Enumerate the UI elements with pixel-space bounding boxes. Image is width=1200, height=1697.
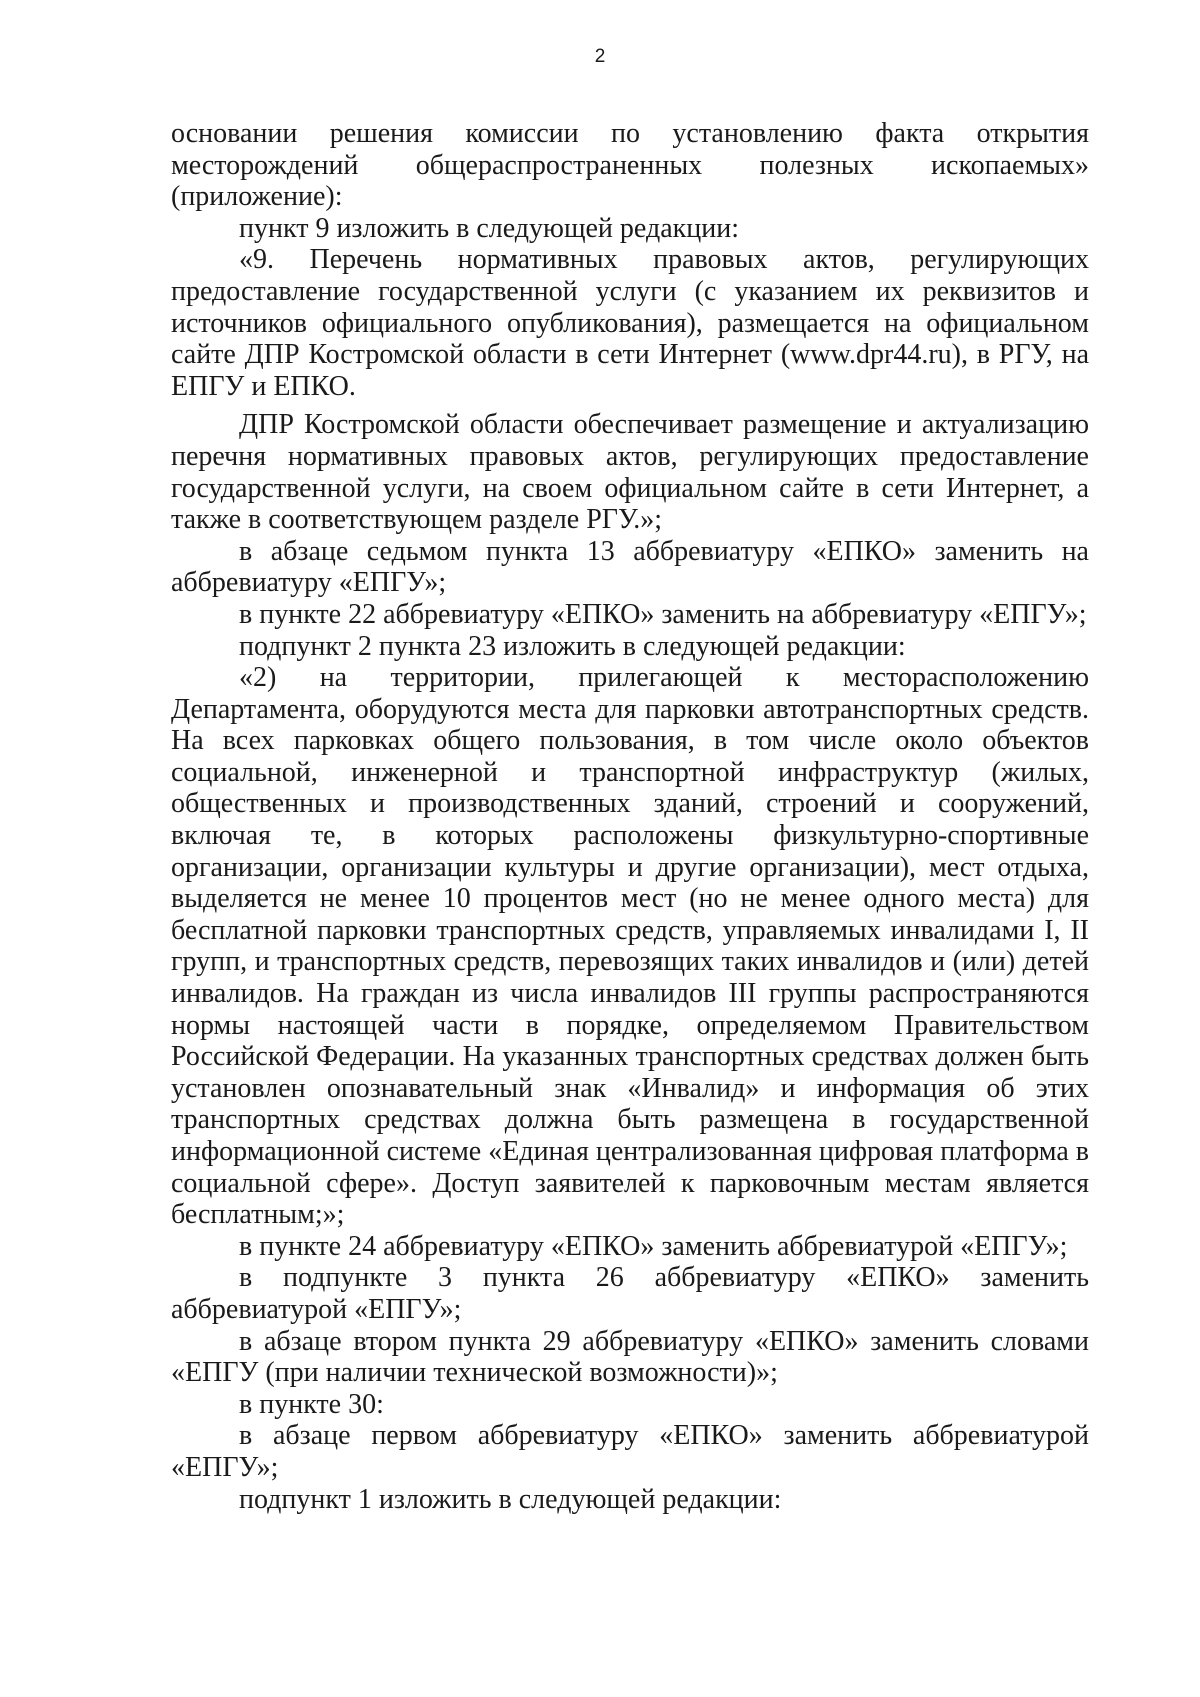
page-number: 2 xyxy=(594,46,606,67)
paragraph-item-24-change: в пункте 24 аббревиатуру «ЕПКО» заменить аббревиатурой «ЕПГУ»; xyxy=(239,1230,1068,1262)
document-body xyxy=(171,118,1089,1515)
paragraph-item-30-sub1: подпункт 1 изложить в следующей редакции: xyxy=(239,1483,782,1515)
paragraph-item-9-intro: пункт 9 изложить в следующей редакции: xyxy=(239,212,739,244)
paragraph-item-9-text: «9. Перечень нормативных правовых актов, регулирующих предоставление государственной услуги (с указанием их реквизитов и источников официального опубликования), размещается на официальном сайте ДПР Костромской области в сети Интернет (www.dpr44.ru), в РГУ, на ЕПГУ и ЕПКО. xyxy=(171,244,1089,402)
paragraph-item-29-change: в абзаце втором пункта 29 аббревиатуру «ЕПКО» заменить словами «ЕПГУ (при наличии технической возможности)»; xyxy=(171,1325,1089,1389)
paragraph-dpr-obligation: ДПР Костромской области обеспечивает размещение и актуализацию перечня нормативных правовых актов, регулирующих предоставление государственной услуги, на своем официальном сайте в сети Интернет, а также в соответствующем разделе РГУ.»; xyxy=(171,409,1089,536)
paragraph-item-23-text: «2) на территории, прилегающей к месторасположению Департамента, оборудуются места для парковки автотранспортных средств. На всех парковках общего пользования, в том числе около объектов социальной, инженерной и транспортной инфраструктур (жилых, общественных и производственных зданий, строений и сооружений, включая те, в которых расположены физкультурно-спортивные организации, организации культуры и другие организации), мест отдыха, выделяется не менее 10 процентов мест (но не менее одного места) для бесплатной парковки транспортных средств, управляемых инвалидами I, II групп, и транспортных средств, перевозящих таких инвалидов и (или) детей инвалидов. На граждан из числа инвалидов III группы распространяются нормы настоящей части в порядке, определяемом Правительством Российской Федерации. На указанных транспортных средствах должен быть установлен опознавательный знак «Инвалид» и информация об этих транспортных средствах должна быть размещена в государственной информационной системе «Единая централизованная цифровая платформа в социальной сфере». Доступ заявителей к парковочным местам является бесплатным;»; xyxy=(171,662,1089,1231)
paragraph-item-22-change: в пункте 22 аббревиатуру «ЕПКО» заменить на аббревиатуру «ЕПГУ»; xyxy=(239,598,1087,630)
paragraph-item-26-change: в подпункте 3 пункта 26 аббревиатуру «ЕПКО» заменить аббревиатурой «ЕПГУ»; xyxy=(171,1262,1089,1325)
paragraph-item-13-change: в абзаце седьмом пункта 13 аббревиатуру «ЕПКО» заменить на аббревиатуру «ЕПГУ»; xyxy=(171,535,1089,599)
paragraph-item-23-intro: подпункт 2 пункта 23 изложить в следующей редакции: xyxy=(239,630,906,662)
paragraph-item-30-intro: в пункте 30: xyxy=(239,1388,384,1420)
paragraph-item-30-first: в абзаце первом аббревиатуру «ЕПКО» заменить аббревиатурой «ЕПГУ»; xyxy=(171,1420,1089,1483)
paragraph-continuation: основании решения комиссии по установлению факта открытия месторождений общераспространенных полезных ископаемых» (приложение): xyxy=(171,118,1089,213)
